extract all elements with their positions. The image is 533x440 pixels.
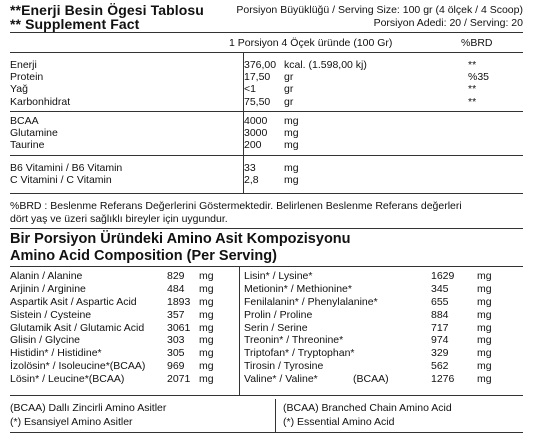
nutrient-value: 2,8 bbox=[244, 174, 259, 187]
amino-value: 1629 bbox=[431, 270, 455, 282]
amino-row bbox=[244, 360, 524, 373]
amino-row bbox=[10, 283, 260, 296]
nutrient-name: Enerji bbox=[10, 59, 37, 71]
legend-bcaa-tr: (BCAA) Dallı Zincirli Amino Asitler bbox=[10, 402, 167, 414]
amino-name: Serin / Serine bbox=[244, 321, 308, 334]
amino-name: Treonin* / Threonine* bbox=[244, 334, 344, 347]
amino-row bbox=[10, 296, 260, 309]
amino-value: 829 bbox=[167, 270, 185, 282]
nutrition-group-vitamins bbox=[10, 162, 523, 186]
amino-unit: mg bbox=[477, 308, 492, 321]
title-tr: **Enerji Besin Ögesi Tablosu bbox=[10, 2, 204, 18]
nutrient-value: 33 bbox=[244, 162, 256, 174]
amino-unit: mg bbox=[477, 334, 492, 347]
nutrient-unit: mg bbox=[284, 115, 299, 127]
nutrient-brd: ** bbox=[468, 59, 477, 71]
amino-row bbox=[10, 334, 260, 347]
amino-name: Histidin* / Histidine* bbox=[10, 347, 102, 360]
nutrient-unit: gr bbox=[284, 95, 294, 108]
amino-unit: mg bbox=[199, 347, 214, 360]
amino-unit: mg bbox=[477, 270, 492, 282]
nutrient-value: 200 bbox=[244, 139, 262, 152]
nutrition-group-amino bbox=[10, 115, 523, 152]
amino-name: Glisin / Glycine bbox=[10, 334, 81, 347]
amino-name: Lösin* / Leucine*(BCAA) bbox=[10, 373, 125, 386]
amino-unit: mg bbox=[477, 321, 492, 334]
nutrient-unit: mg bbox=[284, 162, 299, 174]
amino-value: 357 bbox=[167, 308, 185, 321]
amino-unit: mg bbox=[477, 295, 492, 308]
nutrient-unit: mg bbox=[284, 127, 299, 140]
amino-row bbox=[244, 283, 524, 296]
divider bbox=[10, 155, 523, 156]
amino-row bbox=[244, 322, 524, 335]
amino-name: Prolin / Proline bbox=[244, 308, 313, 321]
amino-value: 3061 bbox=[167, 321, 191, 334]
amino-name: Lisin* / Lysine* bbox=[244, 270, 313, 282]
amino-title-en: Amino Acid Composition (Per Serving) bbox=[10, 248, 277, 264]
nutrition-row bbox=[10, 174, 523, 186]
amino-name: Sistein / Cysteine bbox=[10, 308, 92, 321]
amino-row bbox=[244, 373, 524, 386]
amino-name: Glutamik Asit / Glutamic Acid bbox=[10, 321, 145, 334]
amino-unit: mg bbox=[199, 270, 214, 282]
amino-unit: mg bbox=[199, 295, 214, 308]
amino-row bbox=[244, 296, 524, 309]
nutrient-name: Taurine bbox=[10, 139, 45, 152]
nutrient-value: <1 bbox=[244, 83, 256, 96]
footnote-line-1: %BRD : Beslenme Referans Değerlerini Göstermektedir. Belirlenen Beslenme Referans değerleri bbox=[10, 200, 462, 212]
column-divider bbox=[239, 266, 240, 395]
nutrient-name: C Vitamini / C Vitamin bbox=[10, 174, 112, 187]
amino-name: Triptofan* / Tryptophan* bbox=[244, 347, 355, 360]
amino-row bbox=[244, 309, 524, 322]
nutrient-unit: gr bbox=[284, 71, 294, 84]
nutrient-brd: ** bbox=[468, 95, 477, 108]
nutrient-value: 3000 bbox=[244, 127, 268, 140]
amino-name: Aspartik Asit / Aspartic Acid bbox=[10, 295, 137, 308]
amino-value: 345 bbox=[431, 282, 449, 295]
nutrient-value: 376,00 bbox=[244, 59, 277, 71]
divider bbox=[10, 52, 523, 53]
amino-value: 974 bbox=[431, 334, 449, 347]
divider bbox=[10, 228, 523, 229]
serving-size: Porsiyon Büyüklüğü / Serving Size: 100 gr (4 ölçek / 4 Scoop) bbox=[236, 4, 523, 16]
amino-unit: mg bbox=[477, 373, 492, 386]
nutrient-unit: mg bbox=[284, 174, 299, 187]
nutrient-value: 75,50 bbox=[244, 95, 271, 108]
amino-value: 2071 bbox=[167, 373, 191, 386]
amino-unit: mg bbox=[199, 334, 214, 347]
nutrition-row bbox=[10, 115, 523, 127]
servings-count: Porsiyon Adedi: 20 / Serving: 20 bbox=[373, 17, 523, 29]
amino-table-left bbox=[10, 270, 260, 386]
nutrient-name: BCAA bbox=[10, 115, 39, 127]
divider bbox=[10, 111, 523, 112]
title-en: ** Supplement Fact bbox=[10, 16, 140, 32]
per-serving-label: 1 Porsiyon 4 Öçek üründe (100 Gr) bbox=[229, 37, 393, 49]
amino-name: Alanin / Alanine bbox=[10, 270, 83, 282]
amino-value: 884 bbox=[431, 308, 449, 321]
nutrient-name: B6 Vitamini / B6 Vitamin bbox=[10, 162, 123, 174]
nutrient-brd: %35 bbox=[468, 71, 490, 84]
amino-value: 655 bbox=[431, 295, 449, 308]
nutrient-unit: gr bbox=[284, 83, 294, 96]
amino-row bbox=[10, 347, 260, 360]
amino-table-right bbox=[244, 270, 524, 386]
nutrient-unit: mg bbox=[284, 139, 299, 152]
nutrient-name: Glutamine bbox=[10, 127, 58, 140]
legend-essential-en: (*) Essential Amino Acid bbox=[283, 416, 395, 428]
amino-value: 1276 bbox=[431, 373, 455, 386]
amino-value: 562 bbox=[431, 360, 449, 373]
amino-title-tr: Bir Porsiyon Üründeki Amino Asit Kompozisyonu bbox=[10, 231, 351, 247]
amino-name: Tirosin / Tyrosine bbox=[244, 360, 324, 373]
amino-value: 969 bbox=[167, 360, 185, 373]
amino-name: Valine* / Valine* bbox=[244, 373, 318, 386]
legend-bcaa-en: (BCAA) Branched Chain Amino Acid bbox=[283, 402, 452, 414]
nutrient-name: Protein bbox=[10, 71, 44, 84]
nutrient-brd: ** bbox=[468, 83, 477, 96]
nutrient-name: Yağ bbox=[10, 83, 28, 96]
divider bbox=[10, 32, 523, 33]
nutrition-row bbox=[10, 59, 523, 71]
amino-row bbox=[10, 373, 260, 386]
amino-row bbox=[244, 334, 524, 347]
nutrition-row bbox=[10, 139, 523, 151]
nutrition-group-energy bbox=[10, 59, 523, 108]
amino-unit: mg bbox=[199, 282, 214, 295]
amino-value: 717 bbox=[431, 321, 449, 334]
nutrition-row bbox=[10, 96, 523, 108]
nutrient-value: 4000 bbox=[244, 115, 268, 127]
nutrient-name: Karbonhidrat bbox=[10, 95, 71, 108]
nutrient-value: 17,50 bbox=[244, 71, 271, 84]
amino-unit: mg bbox=[199, 308, 214, 321]
amino-row bbox=[10, 270, 260, 283]
nutrition-row bbox=[10, 83, 523, 95]
footnote-line-2: dört yaş ve üzeri sağlıklı bireyler için uygundur. bbox=[10, 213, 228, 225]
divider bbox=[10, 432, 523, 433]
divider bbox=[10, 193, 523, 194]
amino-value: 1893 bbox=[167, 295, 191, 308]
divider bbox=[10, 266, 523, 267]
amino-name: Fenilalanin* / Phenylalanine* bbox=[244, 295, 378, 308]
divider bbox=[10, 395, 523, 396]
amino-value: 484 bbox=[167, 282, 185, 295]
amino-unit: mg bbox=[199, 321, 214, 334]
amino-name: Arjinin / Arginine bbox=[10, 282, 86, 295]
brd-column-header: %BRD bbox=[461, 37, 493, 49]
amino-value: 305 bbox=[167, 347, 185, 360]
amino-unit: mg bbox=[199, 373, 214, 386]
legend-essential-tr: (*) Esansiyel Amino Asitler bbox=[10, 416, 133, 428]
nutrition-row bbox=[10, 162, 523, 174]
nutrition-row bbox=[10, 71, 523, 83]
column-divider bbox=[275, 399, 276, 432]
amino-value: 329 bbox=[431, 347, 449, 360]
amino-unit: mg bbox=[477, 282, 492, 295]
amino-row bbox=[10, 322, 260, 335]
amino-unit: mg bbox=[477, 347, 492, 360]
amino-row bbox=[10, 360, 260, 373]
amino-name: İzolösin* / Isoleucine*(BCAA) bbox=[10, 360, 146, 373]
amino-unit: mg bbox=[199, 360, 214, 373]
amino-name: Metionin* / Methionine* bbox=[244, 282, 352, 295]
amino-value: 303 bbox=[167, 334, 185, 347]
amino-unit: mg bbox=[477, 360, 492, 373]
amino-row bbox=[244, 347, 524, 360]
nutrient-unit: kcal. (1.598,00 kj) bbox=[284, 59, 367, 71]
amino-note: (BCAA) bbox=[353, 373, 389, 386]
nutrition-row bbox=[10, 127, 523, 139]
amino-row bbox=[244, 270, 524, 283]
column-divider bbox=[243, 52, 244, 193]
amino-row bbox=[10, 309, 260, 322]
